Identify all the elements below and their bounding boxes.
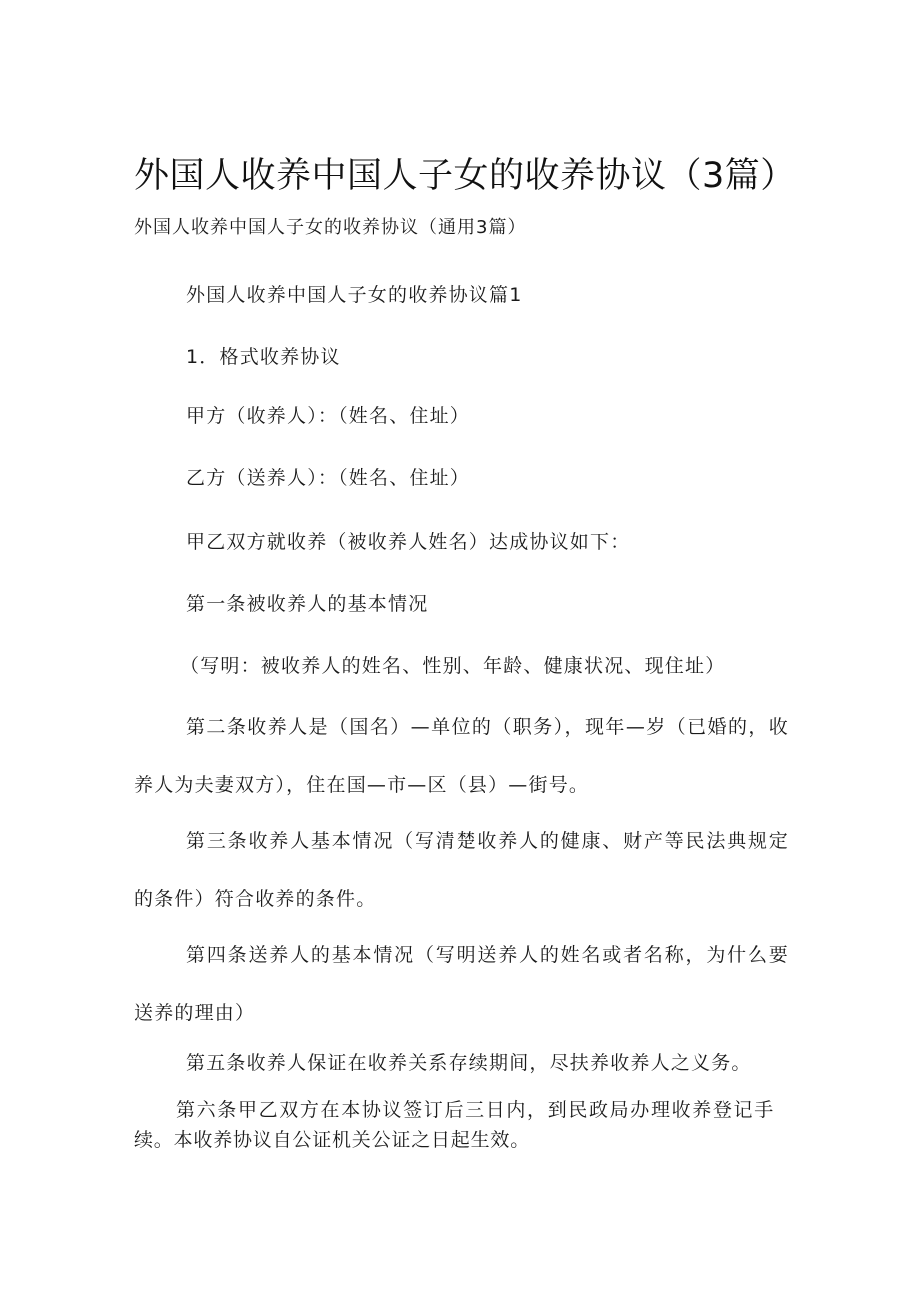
intro-line: 甲乙双方就收养（被收养人姓名）达成协议如下： [186, 531, 631, 553]
article-5-line: 第五条收养人保证在收养关系存续期间，尽扶养收养人之义务。 [186, 1052, 752, 1074]
article-4-paragraph: 第四条送养人的基本情况（写明送养人的姓名或者名称，为什么要送养的理由） [134, 944, 789, 1024]
article-1-title: 第一条被收养人的基本情况 [186, 593, 429, 615]
article-6-paragraph: 第六条甲乙双方在本协议签订后三日内，到民政局办理收养登记手续。本收养协议自公证机关公证之日起生效。 [134, 1099, 774, 1151]
article-3-paragraph: 第三条收养人基本情况（写清楚收养人的健康、财产等民法典规定的条件）符合收养的条件。 [134, 830, 789, 910]
section-heading: 外国人收养中国人子女的收养协议篇1 [186, 284, 523, 306]
article-2-paragraph: 第二条收养人是（国名）—单位的（职务），现年—岁（已婚的，收养人为夫妻双方），住在国—市—区（县）—街号。 [134, 716, 789, 796]
article-1-note: （写明：被收养人的姓名、性别、年龄、健康状况、现住址） [180, 655, 726, 677]
document-subtitle: 外国人收养中国人子女的收养协议（通用3篇） [134, 217, 527, 238]
party-b-line: 乙方（送养人）：（姓名、住址） [186, 467, 471, 489]
party-a-line: 甲方（收养人）：（姓名、住址） [186, 405, 471, 427]
item-heading: 1．格式收养协议 [186, 346, 341, 368]
document-title: 外国人收养中国人子女的收养协议（3篇） [134, 156, 796, 196]
